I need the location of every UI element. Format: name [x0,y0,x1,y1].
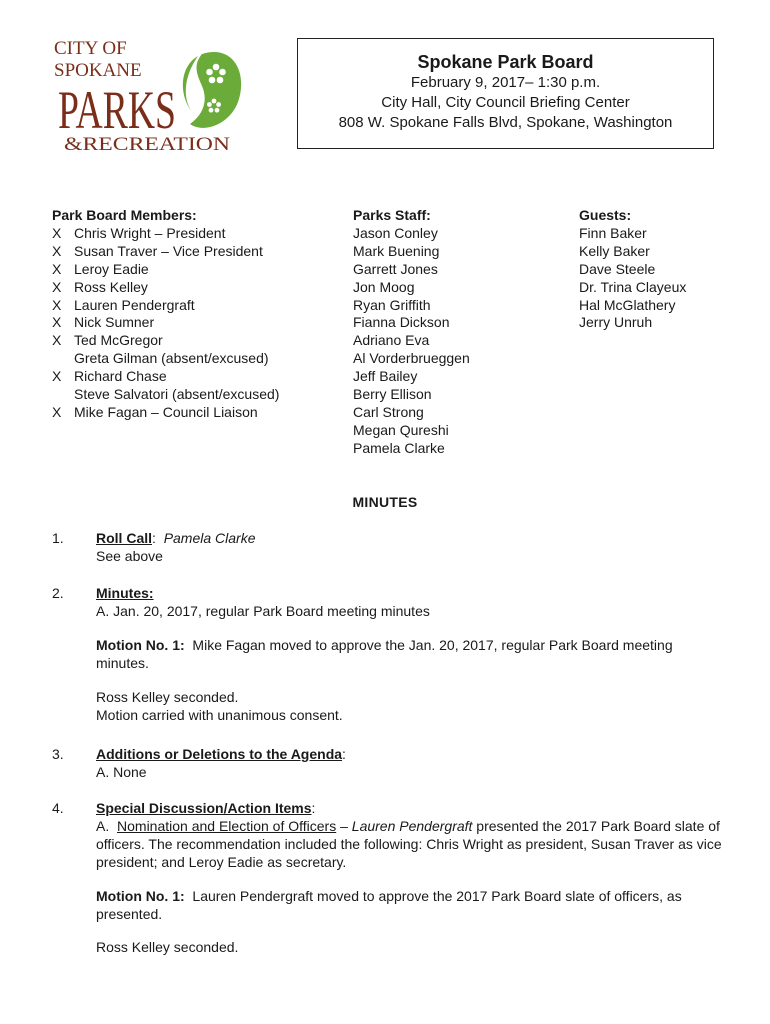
nomination-paragraph [96,818,732,872]
item-text: A. Jan. 20, 2017, regular Park Board meeting minutes [96,602,430,619]
meeting-address: 808 W. Spokane Falls Blvd, Spokane, Washington [338,114,673,131]
member-name: Susan Traver – Vice President [74,242,263,259]
staff-name: Pamela Clarke [353,439,445,456]
logo-spokane: SPOKANE [54,60,142,81]
guest-name: Kelly Baker [579,242,650,259]
staff-name: Adriano Eva [353,332,430,349]
logo-recreation: &RECREATION [64,134,231,154]
meeting-title: Spokane Park Board [417,52,594,72]
item-colon: : [342,746,346,762]
sub-item-text: presented the 2017 Park Board slate of officers. The recommendation included the following: Chris Wright as president, Susan Traver as vice president; and Leroy Eadie as secretary. [96,817,722,870]
logo-parks: PARKS [58,80,176,140]
board-member-row [52,350,279,368]
recorder-name: Pamela Clarke [163,530,256,546]
staff-name: Jason Conley [353,224,438,241]
attendance-mark: X [52,260,62,277]
item-title: Special Discussion/Action Items [96,800,312,816]
staff-name: Garrett Jones [353,260,438,277]
motion-text: Mike Fagan moved to approve the Jan. 20, 2017, regular Park Board meeting minutes. [96,636,677,671]
board-member-row [52,368,279,386]
board-member-row [52,332,279,350]
guest-name: Jerry Unruh [579,314,653,331]
item-text: A. None [96,763,147,780]
guests-list [579,207,686,332]
guest-name: Finn Baker [579,224,647,241]
parks-logo-graphic [52,36,252,154]
staff-name: Jon Moog [353,278,415,295]
member-name: Ross Kelley [74,278,148,295]
item-title: Roll Call [96,530,153,546]
member-name: Ted McGregor [74,332,163,349]
member-name: Lauren Pendergraft [74,296,195,313]
board-member-row [52,297,279,315]
item-number: 2. [52,585,64,601]
motion-label: Motion No. 1: [96,887,185,904]
motion-paragraph [96,888,732,924]
sub-item-dash: – [336,817,352,834]
staff-name: Megan Qureshi [353,421,449,438]
attendance-mark: X [52,278,62,295]
board-member-row [52,386,279,404]
sub-item-prefix: A. [96,817,118,834]
meeting-date: February 9, 2017– 1:30 p.m. [410,74,601,91]
staff-name: Berry Ellison [353,386,432,403]
guests-heading: Guests: [579,207,632,223]
member-name: Leroy Eadie [74,260,149,277]
leaf-flower-icon [183,52,241,128]
member-name: Mike Fagan – Council Liaison [74,403,258,420]
attendance-mark [52,386,74,404]
board-member-row [52,404,279,422]
sub-item-title: Nomination and Election of Officers [117,817,337,834]
seconded-text: Ross Kelley seconded. [96,688,239,705]
attendance-mark: X [52,224,62,241]
item-number: 4. [52,800,64,816]
staff-name: Ryan Griffith [353,296,431,313]
item-number: 1. [52,530,64,546]
staff-name: Mark Buening [353,242,440,259]
attendance-mark: X [52,296,62,313]
parks-logo [52,36,252,154]
board-members-heading: Park Board Members: [52,207,197,223]
guest-name: Dave Steele [579,260,656,277]
guest-name: Hal McGlathery [579,296,676,313]
staff-name: Jeff Bailey [353,368,418,385]
parks-staff-heading: Parks Staff: [353,207,431,223]
board-member-row [52,243,279,261]
attendance-mark: X [52,403,62,420]
motion-paragraph [96,637,722,673]
staff-name: Fianna Dickson [353,314,450,331]
motion-text: Lauren Pendergraft moved to approve the 2017 Park Board slate of officers, as presented. [96,887,686,922]
item-number: 3. [52,746,64,762]
staff-name: Carl Strong [353,403,424,420]
item-title: Additions or Deletions to the Agenda [96,746,343,762]
minutes-heading: MINUTES [352,494,418,510]
member-name: Greta Gilman (absent/excused) [74,350,269,367]
item-text: See above [96,547,163,564]
item-colon: : [152,530,156,546]
member-name: Nick Sumner [74,314,155,331]
motion-label: Motion No. 1: [96,636,185,653]
member-name: Chris Wright – President [74,224,226,241]
agenda-item-minutes [52,585,732,724]
item-title: Minutes: [96,585,154,601]
parks-staff-list [353,207,470,458]
board-member-row [52,279,279,297]
board-member-row [52,225,279,243]
attendance-mark: X [52,314,62,331]
staff-name: Al Vorderbrueggen [353,350,470,367]
result-text: Motion carried with unanimous consent. [96,706,343,723]
seconded-text: Ross Kelley seconded. [96,939,239,956]
board-member-row [52,261,279,279]
member-name: Steve Salvatori (absent/excused) [74,386,280,403]
logo-city-of: CITY OF [54,38,127,59]
agenda-item-additions [52,746,732,782]
attendance-mark: X [52,368,62,385]
meeting-location: City Hall, City Council Briefing Center [381,94,630,111]
agenda-item-special-discussion [52,800,732,957]
attendance-mark: X [52,332,62,349]
item-colon: : [311,800,316,816]
board-member-row [52,314,279,332]
member-name: Richard Chase [74,368,167,385]
board-members-list [52,207,279,422]
meeting-header-box [297,38,714,149]
attendance-mark [52,350,74,368]
agenda-item-roll-call [52,530,732,566]
attendance-mark: X [52,242,62,259]
guest-name: Dr. Trina Clayeux [579,278,687,295]
presenter-name: Lauren Pendergraft [351,817,473,834]
